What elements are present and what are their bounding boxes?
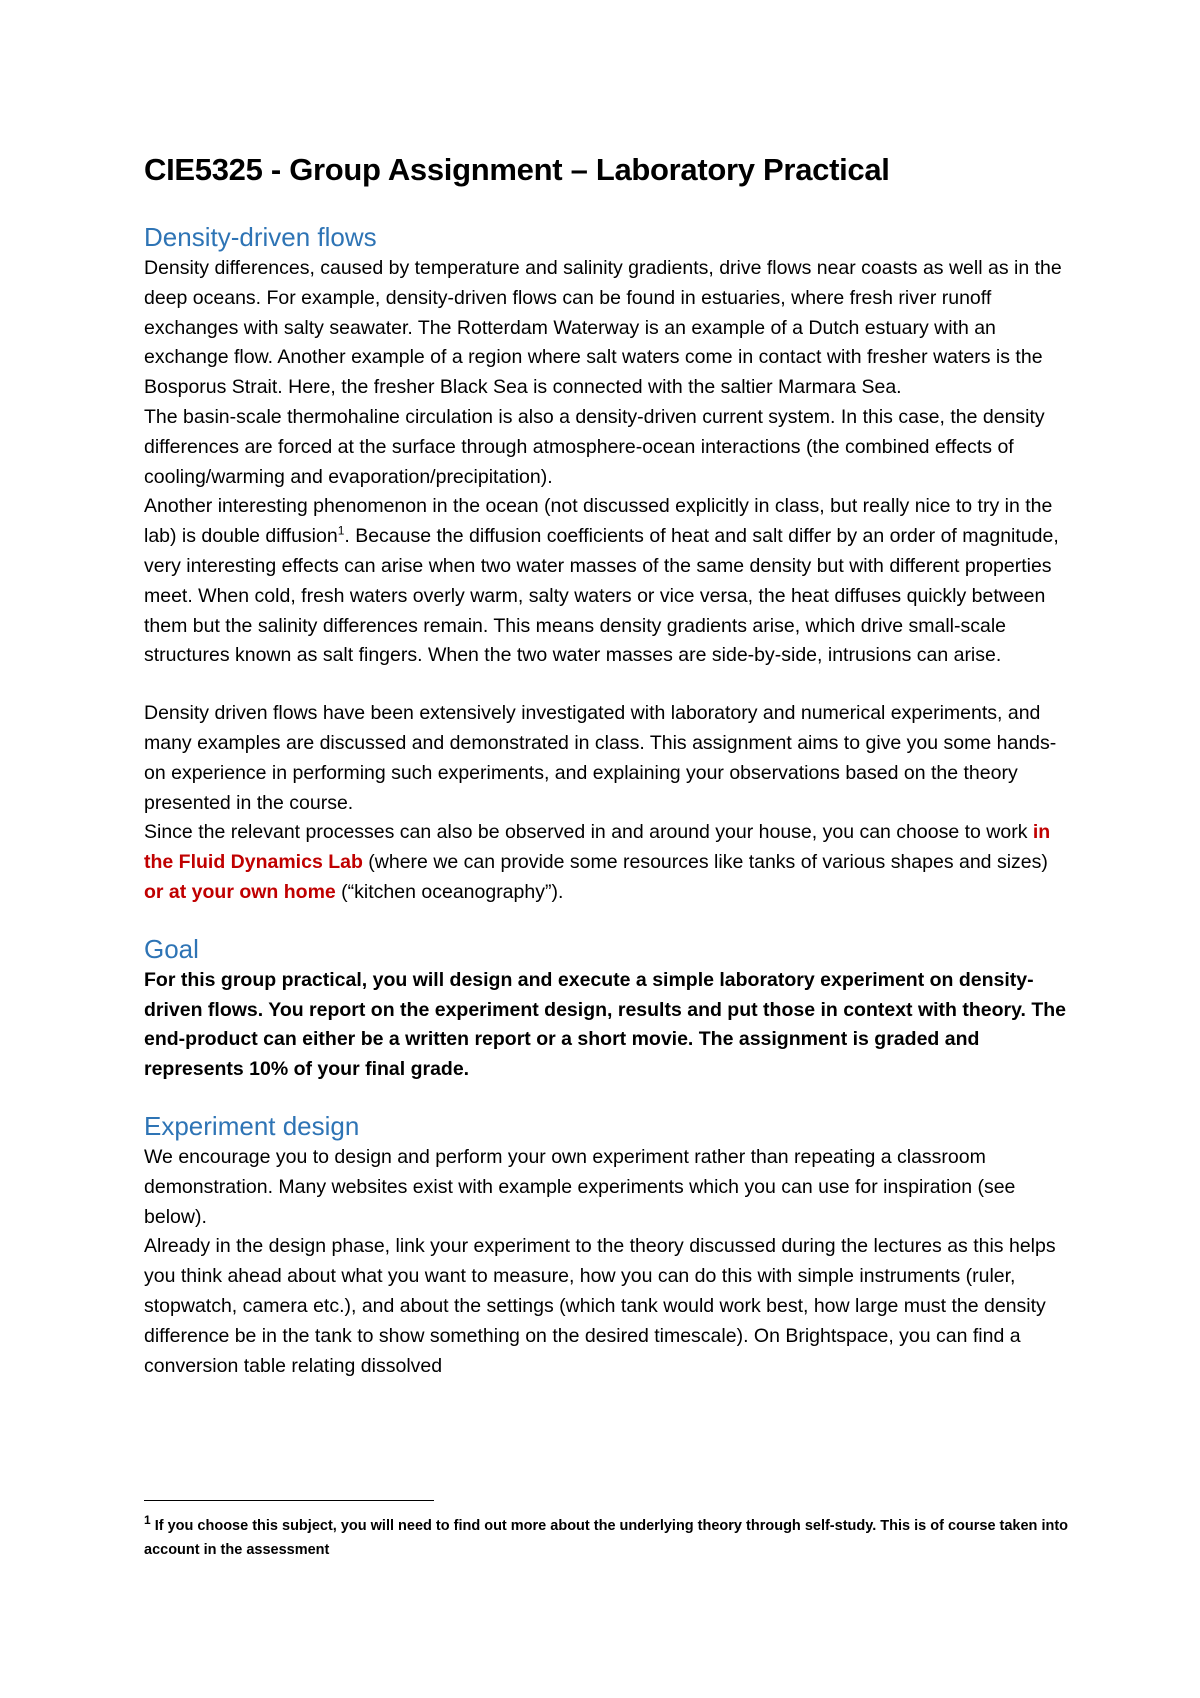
- location-text-a: Since the relevant processes can also be observed in and around your house, you can choose to work: [144, 821, 1033, 844]
- location-text-c: (“kitchen oceanography”).: [335, 880, 564, 903]
- footnote-marker: 1: [144, 1513, 151, 1528]
- footnote: [144, 1514, 1069, 1562]
- paragraph-density-intro: Density differences, caused by temperature and salinity gradients, drive flows near coasts as well as in the deep oceans. For example, density-driven flows can be found in estuaries, where fresh river runoff exchanges with salty seawater. The Rotterdam Waterway is an example of a Dutch estuary with an exchange flow. Another example of a region where salt waters come in contact with fresher waters is the Bosporus Strait. Here, the fresher Black Sea is connected with the saltier Marmara Sea.: [144, 257, 1062, 399]
- heading-goal: Goal: [144, 933, 199, 964]
- document-page: [144, 150, 1069, 1381]
- paragraph-location-choice: [144, 818, 1069, 907]
- paragraph-double-diffusion: [144, 492, 1069, 671]
- paragraph-design-phase: Already in the design phase, link your experiment to the theory discussed during the lectures as this helps you think ahead about what you want to measure, how you can do this with simple instruments (ruler, stopwatch, camera etc.), and about the settings (which tank would work best, how large must the density difference be in the tank to show something on the desired timescale). On Brightspace, you can find a conversion table relating dissolved: [144, 1235, 1056, 1377]
- footnote-reference[interactable]: 1: [337, 523, 345, 538]
- paragraph-goal: For this group practical, you will design and execute a simple laboratory experiment on density-driven flows. You report on the experiment design, results and put those in context with theory. The end-product can either be a written report or a short movie. The assignment is graded and represents 10% of your final grade.: [144, 968, 1067, 1081]
- double-diffusion-text-end: . Because the diffusion coefficients of heat and salt differ by an order of magnitude, very interesting effects can arise when two water masses of the same density but with different properties meet. When cold, fresh waters overly warm, salty waters or vice versa, the heat diffuses quickly between them but the salinity differences remain. This means density gradients arise, which drive small-scale structures known as salt fingers. When the two water masses are side-by-side, intrusions can arise.: [144, 525, 1059, 667]
- footnote-text: If you choose this subject, you will need to find out more about the underlying theory through self-study. This is of course taken into account in the assessment: [144, 1518, 1069, 1558]
- document-title: CIE5325 - Group Assignment – Laboratory Practical: [144, 152, 890, 187]
- paragraph-lab-experiments: Density driven flows have been extensively investigated with laboratory and numerical experiments, and many examples are discussed and demonstrated in class. This assignment aims to give you some hands-on experience in performing such experiments, and explaining your observations based on the theory presented in the course.: [144, 702, 1057, 814]
- fluid-dynamics-lab-highlight: in the Fluid Dynamics Lab: [144, 821, 1051, 874]
- heading-density-driven-flows: Density-driven flows: [144, 222, 377, 252]
- footnote-separator: [144, 1500, 434, 1501]
- paragraph-thermohaline: The basin-scale thermohaline circulation is also a density-driven current system. In this case, the density differences are forced at the surface through atmosphere-ocean interactions (the combined effects of cooling/warming and evaporation/precipitation).: [144, 405, 1045, 488]
- location-text-b: (where we can provide some resources like tanks of various shapes and sizes): [362, 851, 1048, 874]
- paragraph-experiment-intro: We encourage you to design and perform your own experiment rather than repeating a classroom demonstration. Many websites exist with example experiments which you can use for inspiration (see below).: [144, 1145, 1016, 1228]
- double-diffusion-text-start: Another interesting phenomenon in the ocean (not discussed explicitly in class, but really nice to try in the lab) is double diffusion: [144, 495, 1053, 548]
- own-home-highlight: or at your own home: [144, 880, 336, 903]
- heading-experiment-design: Experiment design: [144, 1110, 360, 1141]
